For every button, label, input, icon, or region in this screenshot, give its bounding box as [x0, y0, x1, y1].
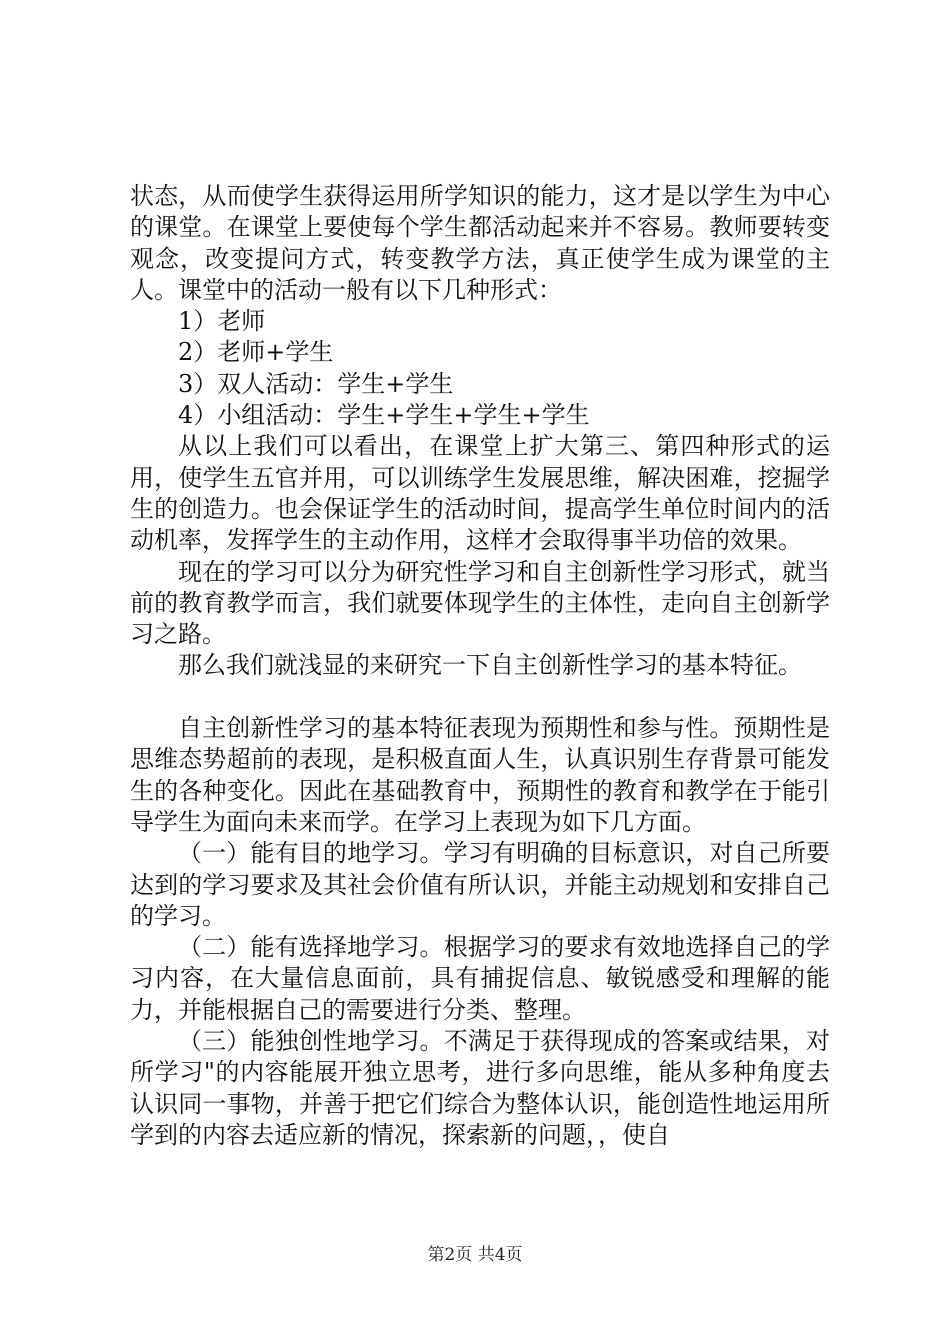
- blank-line: [130, 682, 830, 713]
- list-item-1: 1）老师: [178, 307, 266, 336]
- document-body: [130, 181, 830, 1151]
- list-item-4: 4）小组活动：学生+学生+学生+学生: [178, 401, 590, 430]
- paragraph-4: 那么我们就浅显的来研究一下自主创新性学习的基本特征。: [178, 651, 802, 680]
- list-item-2: 2）老师+学生: [178, 338, 334, 367]
- paragraph-8: （三）能独创性地学习。不满足于获得现成的答案或结果，对所学习"的内容能展开独立思考，进行多向思维，能从多种角度去认识同一事物，并善于把它们综合为整体认识，能创造性地运用所学到的内容去适应新的情况，探索新的问题，，使自: [130, 1027, 830, 1149]
- paragraph-1: 状态，从而使学生获得运用所学知识的能力，这才是以学生为中心的课堂。在课堂上要使每个学生都活动起来并不容易。教师要转变观念，改变提问方式，转变教学方法，真正使学生成为课堂的主人。课堂中的活动一般有以下几种形式：: [130, 182, 830, 304]
- paragraph-2: 从以上我们可以看出，在课堂上扩大第三、第四种形式的运用，使学生五官并用，可以训练学生发展思维，解决困难，挖掘学生的创造力。也会保证学生的活动时间，提高学生单位时间内的活动机率，发挥学生的主动作用，这样才会取得事半功倍的效果。: [130, 432, 830, 555]
- paragraph-5: 自主创新性学习的基本特征表现为预期性和参与性。预期性是思维态势超前的表现，是积极直面人生，认真识别生存背景可能发生的各种变化。因此在基础教育中，预期性的教育和教学在于能引导学生为面向未来而学。在学习上表现为如下几方面。: [130, 714, 830, 836]
- paragraph-6: （一）能有目的地学习。学习有明确的目标意识，对自己所要达到的学习要求及其社会价值有所认识，并能主动规划和安排自己的学习。: [130, 839, 830, 930]
- paragraph-3: 现在的学习可以分为研究性学习和自主创新性学习形式，就当前的教育教学而言，我们就要体现学生的主体性，走向自主创新学习之路。: [130, 557, 830, 649]
- paragraph-7: （二）能有选择地学习。根据学习的要求有效地选择自己的学习内容，在大量信息面前，具有捕捉信息、敏锐感受和理解的能力，并能根据自己的需要进行分类、整理。: [130, 933, 830, 1024]
- page-footer: 第2页 共4页: [427, 1245, 523, 1265]
- list-item-3: 3）双人活动：学生+学生: [178, 369, 454, 398]
